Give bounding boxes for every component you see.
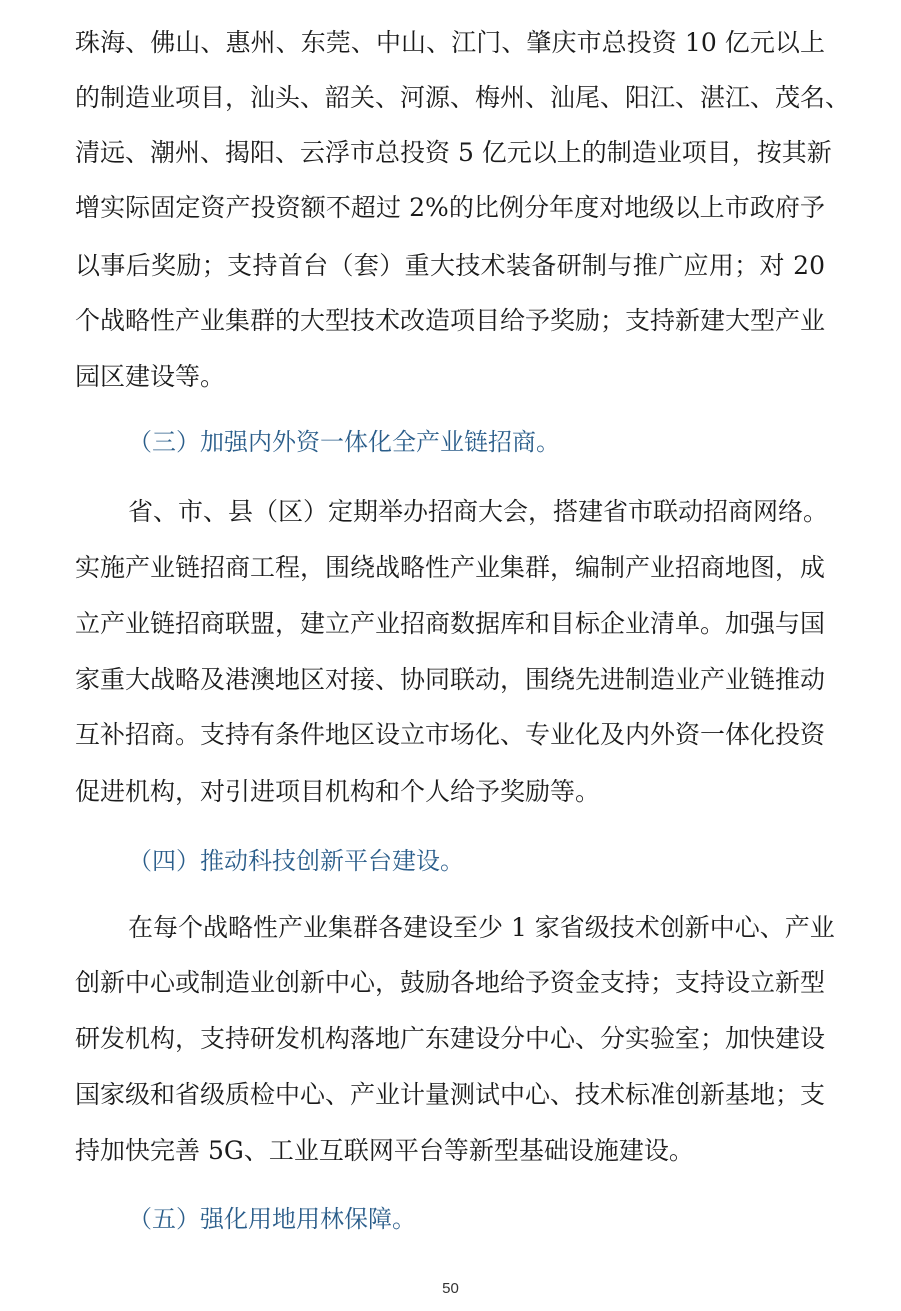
paragraph-1-line-2: 的制造业项目，汕头、韶关、河源、梅州、汕尾、阳江、湛江、茂名、 <box>75 83 851 112</box>
paragraph-1-line-4: 增实际固定资产投资额不超过 2%的比例分年度对地级以上市政府予 <box>75 193 825 222</box>
paragraph-2-line-4: 家重大战略及港澳地区对接、协同联动，围绕先进制造业产业链推动 <box>75 665 826 694</box>
paragraph-3-line-5: 持加快完善 5G、工业互联网平台等新型基础设施建设。 <box>75 1136 694 1165</box>
paragraph-1-line-3: 清远、潮州、揭阳、云浮市总投资 5 亿元以上的制造业项目，按其新 <box>75 138 832 167</box>
paragraph-3-line-3: 研发机构，支持研发机构落地广东建设分中心、分实验室；加快建设 <box>75 1024 826 1053</box>
paragraph-1-line-1: 珠海、佛山、惠州、东莞、中山、江门、肇庆市总投资 10 亿元以上 <box>75 28 825 57</box>
paragraph-2-line-1: 省、市、县（区）定期举办招商大会，搭建省市联动招商网络。 <box>128 497 829 526</box>
paragraph-1-line-7: 园区建设等。 <box>75 362 226 391</box>
section-heading-4: （四）推动科技创新平台建设。 <box>128 847 464 875</box>
section-heading-5: （五）强化用地用林保障。 <box>128 1205 416 1233</box>
paragraph-2-line-5: 互补招商。支持有条件地区设立市场化、专业化及内外资一体化投资 <box>75 720 826 749</box>
paragraph-3-line-2: 创新中心或制造业创新中心，鼓励各地给予资金支持；支持设立新型 <box>75 968 826 997</box>
paragraph-3-line-4: 国家级和省级质检中心、产业计量测试中心、技术标准创新基地；支 <box>75 1080 826 1109</box>
section-heading-3: （三）加强内外资一体化全产业链招商。 <box>128 428 560 456</box>
paragraph-2-line-6: 促进机构，对引进项目机构和个人给予奖励等。 <box>75 777 601 806</box>
paragraph-1-line-5: 以事后奖励；支持首台（套）重大技术装备研制与推广应用；对 20 <box>75 251 825 280</box>
paragraph-2-line-2: 实施产业链招商工程，围绕战略性产业集群，编制产业招商地图，成 <box>75 553 826 582</box>
paragraph-1-line-6: 个战略性产业集群的大型技术改造项目给予奖励；支持新建大型产业 <box>75 306 826 335</box>
paragraph-3-line-1: 在每个战略性产业集群各建设至少 1 家省级技术创新中心、产业 <box>128 913 835 942</box>
paragraph-2-line-3: 立产业链招商联盟，建立产业招商数据库和目标企业清单。加强与国 <box>75 609 826 638</box>
page-number: 50 <box>442 1280 459 1297</box>
